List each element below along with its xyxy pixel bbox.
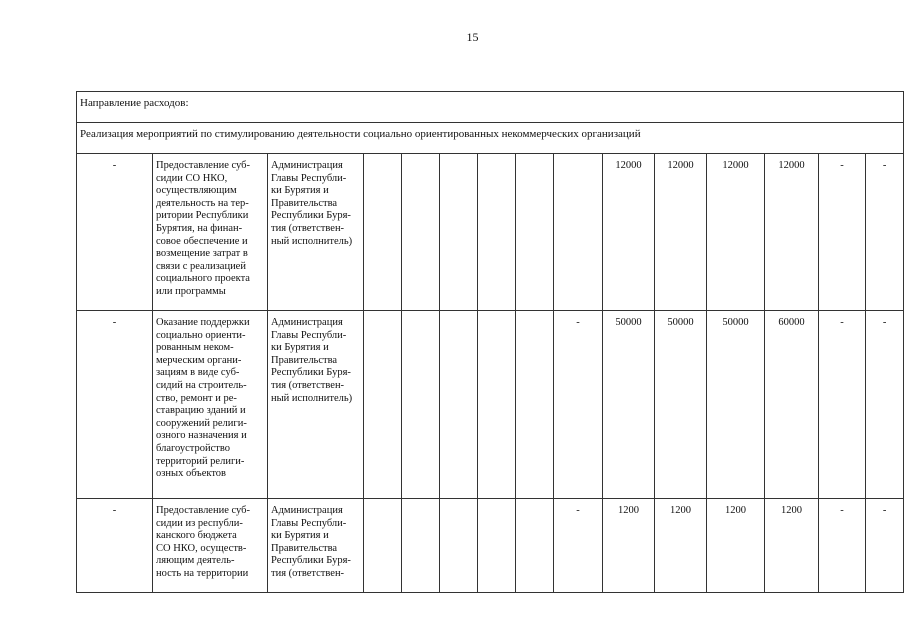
value-cell: 1200 <box>765 499 819 593</box>
code-cell <box>516 311 554 499</box>
value-cell: 50000 <box>655 311 707 499</box>
executor-cell: Администрация Главы Республи- ки Бурятия и Правительства Республики Буря- тия (ответствен- ный исполнитель) <box>268 154 364 311</box>
value-cell: - <box>554 499 603 593</box>
table-row <box>77 499 904 593</box>
activity-description-cell: Оказание поддержки социально ориенти- рованным неком- мерческим органи- зациям в виде суб- сидий на строитель- ство, ремонт и ре- ставрацию зданий и сооружений религи- озного назначения и благоустройство территорий религи- озных объектов <box>153 311 268 499</box>
executor-cell: Администрация Главы Республи- ки Бурятия и Правительства Республики Буря- тия (ответствен- ный исполнитель) <box>268 311 364 499</box>
expense-direction-label: Направление расходов: <box>77 92 904 123</box>
code-cell <box>440 311 478 499</box>
value-cell: - <box>866 154 904 311</box>
section-header-row <box>77 92 904 123</box>
value-cell: - <box>866 499 904 593</box>
value-cell: 1200 <box>707 499 765 593</box>
code-cell <box>402 311 440 499</box>
activity-description-cell: Предоставление суб- сидии СО НКО, осуществляющим деятельность на тер- ритории Республики Бурятия, на финан- совое обеспечение и возмещение затрат в связи с реализацией социального проекта или программы <box>153 154 268 311</box>
code-cell <box>440 499 478 593</box>
value-cell: - <box>819 154 866 311</box>
code-cell <box>440 154 478 311</box>
budget-table <box>76 91 904 593</box>
value-cell: 1200 <box>655 499 707 593</box>
value-cell: 60000 <box>765 311 819 499</box>
value-cell: - <box>866 311 904 499</box>
value-cell: - <box>819 311 866 499</box>
code-cell <box>402 499 440 593</box>
code-cell <box>402 154 440 311</box>
row-number-cell: - <box>77 499 153 593</box>
code-cell <box>478 499 516 593</box>
code-cell <box>364 311 402 499</box>
value-cell: 50000 <box>707 311 765 499</box>
code-cell <box>478 311 516 499</box>
value-cell: 12000 <box>603 154 655 311</box>
value-cell: 1200 <box>603 499 655 593</box>
value-cell: 12000 <box>707 154 765 311</box>
value-cell: - <box>554 311 603 499</box>
value-cell: 12000 <box>655 154 707 311</box>
executor-cell: Администрация Главы Республи- ки Бурятия и Правительства Республики Буря- тия (ответствен- <box>268 499 364 593</box>
value-cell <box>554 154 603 311</box>
activity-description-cell: Предоставление суб- сидии из республи- канского бюджета СО НКО, осуществ- ляющим деятель- ность на территории <box>153 499 268 593</box>
row-number-cell: - <box>77 311 153 499</box>
measure-title: Реализация мероприятий по стимулированию деятельности социально ориентированных некоммерческих организаций <box>77 123 904 154</box>
page-number: 15 <box>466 30 479 44</box>
code-cell <box>364 499 402 593</box>
code-cell <box>364 154 402 311</box>
row-number-cell: - <box>77 154 153 311</box>
table-row <box>77 154 904 311</box>
code-cell <box>516 154 554 311</box>
value-cell: 50000 <box>603 311 655 499</box>
value-cell: - <box>819 499 866 593</box>
section-measure-row <box>77 123 904 154</box>
code-cell <box>516 499 554 593</box>
code-cell <box>478 154 516 311</box>
value-cell: 12000 <box>765 154 819 311</box>
table-row <box>77 311 904 499</box>
